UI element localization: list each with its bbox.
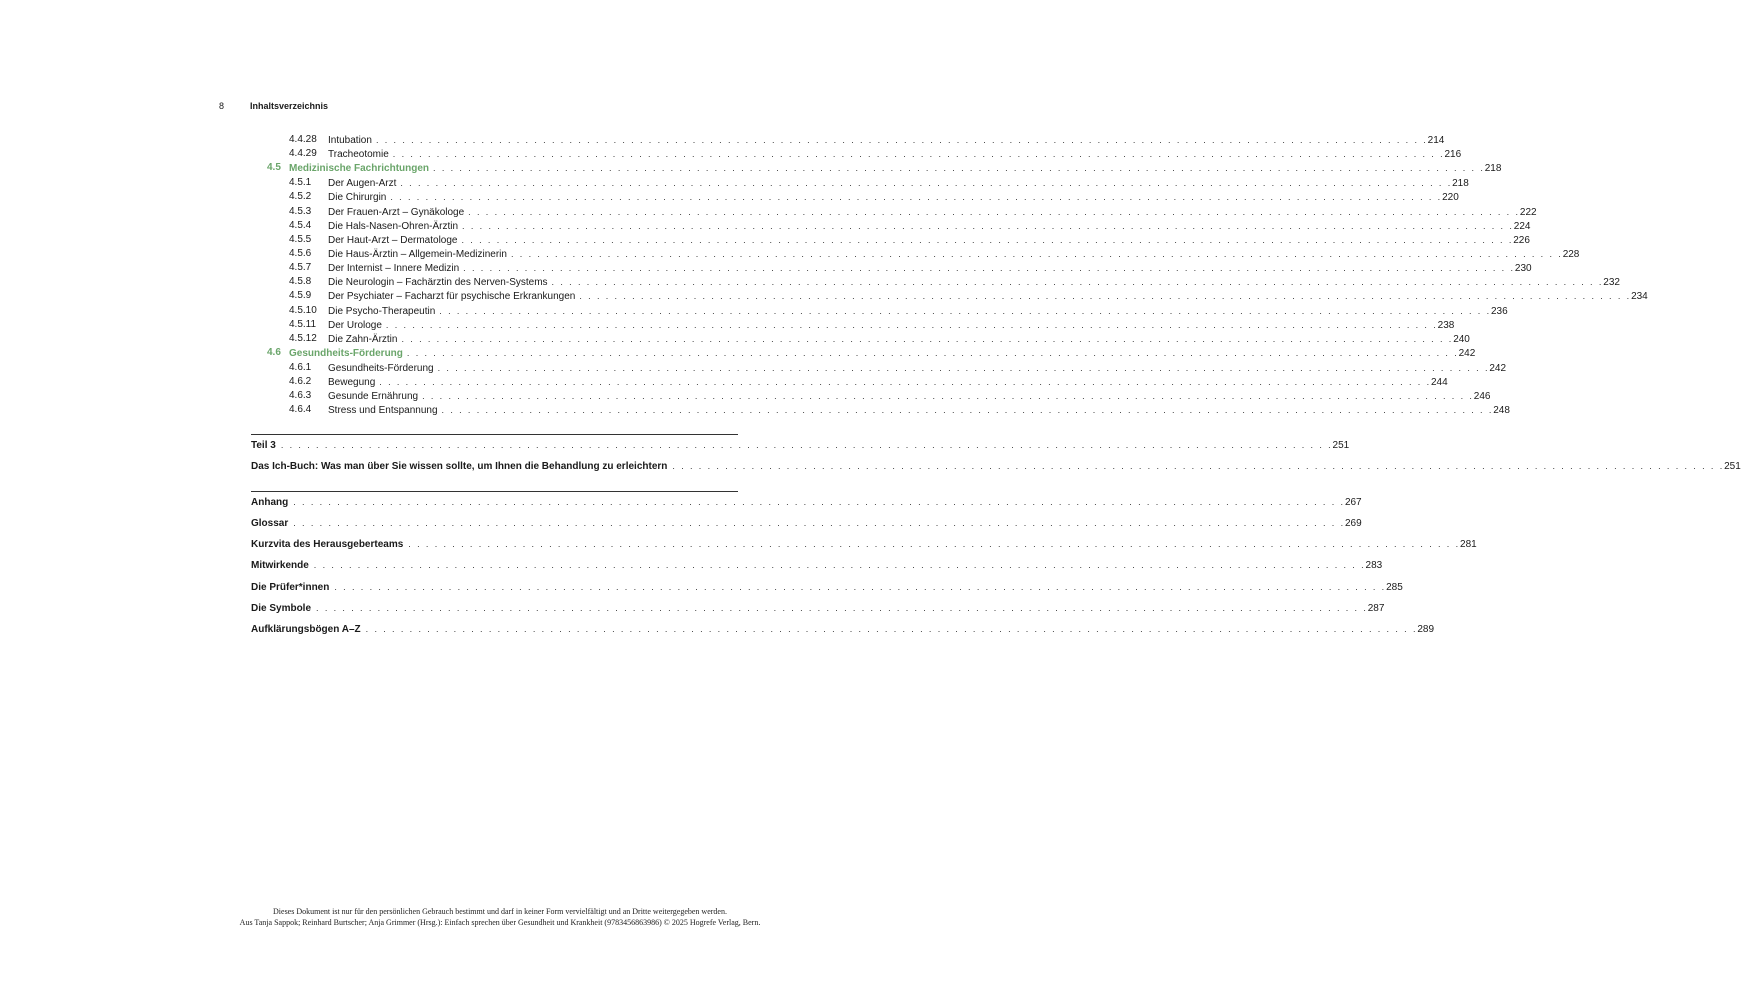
dot-leader: . . . . . . . . . . . . . . . . . . . . . . . . . . . . . . . . . . . . . . . . . . . . . . . . . . . . . . . . . . . . . . . . . . . . . . . . . . . . . . . . . . . . . . . . . . . . . . . . . . . . . . . . . . . . . . . . . . . . . . . . bbox=[463, 263, 1515, 274]
toc-entry[interactable] bbox=[251, 190, 1459, 204]
toc-entry-number: 4.5.1 bbox=[289, 177, 312, 189]
toc-entry-number: 4.4.28 bbox=[289, 134, 317, 145]
toc-entry-number: 4.6.2 bbox=[289, 376, 312, 388]
toc-major-entry[interactable] bbox=[251, 577, 1403, 598]
toc-entry[interactable] bbox=[251, 133, 1445, 147]
toc-entry-page: 234 bbox=[1631, 291, 1648, 303]
toc-entry-title: Tracheotomie bbox=[328, 149, 389, 161]
toc-entry-page: 226 bbox=[1513, 234, 1530, 246]
toc-entry-number: 4.5.4 bbox=[289, 219, 312, 231]
toc-entry-page: 220 bbox=[1442, 192, 1459, 204]
toc-entry-number: 4.5.12 bbox=[289, 332, 317, 344]
toc-entry-page: 246 bbox=[1473, 391, 1491, 403]
toc-entry-line bbox=[328, 289, 1648, 304]
toc-entry-page: 269 bbox=[1344, 518, 1362, 530]
dot-leader: . . . . . . . . . . . . . . . . . . . . . . . . . . . . . . . . . . . . . . . . . . . . . . . . . . . . . . . . . . . . . . . . . . . . . . . . . . . . . . . . . . . . . . . . . . . . . . . . . . . . . . . . . . . . . . . . . . . . . . . . bbox=[462, 220, 1514, 231]
toc-entry[interactable] bbox=[251, 233, 1530, 247]
toc-entry-title: Teil 3 bbox=[251, 439, 276, 451]
toc-entry-title: Die Chirurgin bbox=[328, 192, 387, 204]
toc-entry-page: 224 bbox=[1513, 220, 1531, 232]
dot-leader: . . . . . . . . . . . . . . . . . . . . . . . . . . . . . . . . . . . . . . . . . . . . . . . . . . . . . . . . . . . . . . . . . . . . . . . . . . . . . . . . . . . . . . . . . . . . . . . . . . . . . . . . . . . . . . . . . . . . . . . . bbox=[385, 319, 1438, 330]
dot-leader: . . . . . . . . . . . . . . . . . . . . . . . . . . . . . . . . . . . . . . . . . . . . . . . . . . . . . . . . . . . . . . . . . . . . . . . . . . . . . . . . . . . . . . . . . . . . . . . . . . . . . . . . . . . . . . . . . . . . . . . . bbox=[408, 539, 1461, 550]
toc-entry-page: 218 bbox=[1484, 163, 1502, 175]
toc-entry-line bbox=[328, 176, 1469, 191]
toc-section-entry[interactable] bbox=[251, 346, 1476, 361]
toc-entry-line bbox=[328, 361, 1507, 376]
toc-entry-line bbox=[328, 133, 1445, 148]
toc-entry-title: Die Haus-Ärztin – Allgemein-Medizinerin bbox=[328, 248, 507, 260]
toc-entry-number: 4.5.9 bbox=[289, 290, 312, 302]
dot-leader: . . . . . . . . . . . . . . . . . . . . . . . . . . . . . . . . . . . . . . . . . . . . . . . . . . . . . . . . . . . . . . . . . . . . . . . . . . . . . . . . . . . . . . . . . . . . . . . . . . . . . . . . . . . . . . . . . . . . . . . . bbox=[406, 347, 1459, 358]
footer-line-1: Dieses Dokument ist nur für den persönlichen Gebrauch bestimmt und darf in keiner Form vervielfältigt und an Dritte weitergegeben werden. bbox=[273, 907, 727, 916]
toc-entry-title: Kurzvita des Herausgeberteams bbox=[251, 539, 404, 551]
toc-entry-line bbox=[328, 304, 1508, 319]
toc-entry[interactable] bbox=[251, 147, 1462, 161]
toc-entry-number: 4.5.11 bbox=[289, 318, 317, 330]
copyright-footer bbox=[0, 906, 1000, 928]
toc-entry-line bbox=[328, 205, 1537, 220]
toc-entry-page: 251 bbox=[1332, 439, 1350, 451]
toc-entry[interactable] bbox=[251, 247, 1580, 261]
toc-entry-page: 222 bbox=[1519, 206, 1537, 218]
toc-entry-line bbox=[251, 558, 1383, 573]
toc-entry-page: 242 bbox=[1458, 347, 1476, 359]
toc-entry-page: 289 bbox=[1417, 624, 1435, 636]
toc-entry-number: 4.6 bbox=[267, 346, 281, 358]
dot-leader: . . . . . . . . . . . . . . . . . . . . . . . . . . . . . . . . . . . . . . . . . . . . . . . . . . . . . . . . . . . . . . . . . . . . . . . . . . . . . . . . . . . . . . . . . . . . . . . . . . . . . . . . . . . . . . . . . . . . . . . . bbox=[510, 248, 1563, 259]
toc-entry-line bbox=[251, 495, 1362, 510]
toc-entry-page: 218 bbox=[1452, 178, 1469, 190]
dot-leader: . . . . . . . . . . . . . . . . . . . . . . . . . . . . . . . . . . . . . . . . . . . . . . . . . . . . . . . . . . . . . . . . . . . . . . . . . . . . . . . . . . . . . . . . . . . . . . . . . . . . . . . . . . . . . . . . . . . . . . . . bbox=[437, 362, 1490, 373]
toc-entry[interactable] bbox=[251, 275, 1620, 289]
dot-leader: . . . . . . . . . . . . . . . . . . . . . . . . . . . . . . . . . . . . . . . . . . . . . . . . . . . . . . . . . . . . . . . . . . . . . . . . . . . . . . . . . . . . . . . . . . . . . . . . . . . . . . . . . . . . . . . . . . . . . . . . bbox=[313, 560, 1366, 571]
toc-entry-number: 4.5.8 bbox=[289, 276, 312, 288]
toc-entry-page: 216 bbox=[1444, 149, 1462, 161]
toc-entry-page: 285 bbox=[1386, 581, 1403, 593]
toc-entry[interactable] bbox=[251, 219, 1531, 233]
toc-entry[interactable] bbox=[251, 403, 1510, 417]
toc-entry-page: 238 bbox=[1437, 319, 1455, 331]
toc-entry-number: 4.4.29 bbox=[289, 148, 317, 160]
dot-leader: . . . . . . . . . . . . . . . . . . . . . . . . . . . . . . . . . . . . . . . . . . . . . . . . . . . . . . . . . . . . . . . . . . . . . . . . . . . . . . . . . . . . . . . . . . . . . . . . . . . . . . . . . . . . . . . . . . . . . . . . bbox=[422, 391, 1474, 402]
toc-major-entry[interactable] bbox=[251, 598, 1385, 619]
toc-entry-number: 4.5.7 bbox=[289, 262, 312, 274]
toc-entry-title: Der Internist – Innere Medizin bbox=[328, 263, 460, 275]
dot-leader: . . . . . . . . . . . . . . . . . . . . . . . . . . . . . . . . . . . . . . . . . . . . . . . . . . . . . . . . . . . . . . . . . . . . . . . . . . . . . . . . . . . . . . . . . . . . . . . . . . . . . . . . . . . . . . . . . . . . . . . . bbox=[316, 602, 1368, 613]
dot-leader: . . . . . . . . . . . . . . . . . . . . . . . . . . . . . . . . . . . . . . . . . . . . . . . . . . . . . . . . . . . . . . . . . . . . . . . . . . . . . . . . . . . . . . . . . . . . . . . . . . . . . . . . . . . . . . . . . . . . . . . . bbox=[439, 305, 1491, 316]
toc-entry-page: 236 bbox=[1491, 305, 1508, 317]
toc-entry[interactable] bbox=[251, 176, 1469, 190]
toc-entry[interactable] bbox=[251, 289, 1648, 303]
toc-major-entry[interactable] bbox=[251, 555, 1383, 576]
dot-leader: . . . . . . . . . . . . . . . . . . . . . . . . . . . . . . . . . . . . . . . . . . . . . . . . . . . . . . . . . . . . . . . . . . . . . . . . . . . . . . . . . . . . . . . . . . . . . . . . . . . . . . . . . . . . . . . . . . . . . . . . bbox=[334, 581, 1387, 592]
dot-leader: . . . . . . . . . . . . . . . . . . . . . . . . . . . . . . . . . . . . . . . . . . . . . . . . . . . . . . . . . . . . . . . . . . . . . . . . . . . . . . . . . . . . . . . . . . . . . . . . . . . . . . . . . . . . . . . . . . . . . . . . bbox=[293, 496, 1345, 507]
toc-entry-title: Gesundheits-Förderung bbox=[328, 362, 434, 374]
dot-leader: . . . . . . . . . . . . . . . . . . . . . . . . . . . . . . . . . . . . . . . . . . . . . . . . . . . . . . . . . . . . . . . . . . . . . . . . . . . . . . . . . . . . . . . . . . . . . . . . . . . . . . . . . . . . . . . . . . . . . . . . bbox=[441, 405, 1494, 416]
toc-entry-title: Die Psycho-Therapeutin bbox=[328, 305, 436, 317]
toc-major-entry[interactable] bbox=[251, 435, 1350, 456]
toc-entry[interactable] bbox=[251, 261, 1532, 275]
dot-leader: . . . . . . . . . . . . . . . . . . . . . . . . . . . . . . . . . . . . . . . . . . . . . . . . . . . . . . . . . . . . . . . . . . . . . . . . . . . . . . . . . . . . . . . . . . . . . . . . . . . . . . . . . . . . . . . . . . . . . . . . bbox=[375, 135, 1428, 145]
toc-entry-line bbox=[289, 161, 1502, 176]
toc-entry-line bbox=[328, 318, 1455, 333]
toc-entry-title: Aufklärungsbögen A–Z bbox=[251, 624, 361, 636]
toc-section-appendix bbox=[251, 492, 1477, 640]
toc-entry-title: Gesunde Ernährung bbox=[328, 391, 419, 403]
toc-entry[interactable] bbox=[251, 361, 1507, 375]
toc-entry-page: 240 bbox=[1453, 333, 1470, 345]
toc-entry[interactable] bbox=[251, 304, 1508, 318]
dot-leader: . . . . . . . . . . . . . . . . . . . . . . . . . . . . . . . . . . . . . . . . . . . . . . . . . . . . . . . . . . . . . . . . . . . . . . . . . . . . . . . . . . . . . . . . . . . . . . . . . . . . . . . . . . . . . . . . . . . . . . . . bbox=[579, 291, 1632, 302]
dot-leader: . . . . . . . . . . . . . . . . . . . . . . . . . . . . . . . . . . . . . . . . . . . . . . . . . . . . . . . . . . . . . . . . . . . . . . . . . . . . . . . . . . . . . . . . . . . . . . . . . . . . . . . . . . . . . . . . . . . . . . . . bbox=[672, 460, 1725, 471]
toc-entry-number: 4.5.10 bbox=[289, 304, 317, 316]
toc-entry-line bbox=[289, 346, 1476, 361]
running-title: Inhaltsverzeichnis bbox=[250, 101, 329, 111]
toc-entry-title: Intubation bbox=[328, 135, 372, 146]
toc-major-entry[interactable] bbox=[251, 492, 1362, 513]
toc-entry-line bbox=[328, 147, 1462, 162]
toc-entry-page: 248 bbox=[1493, 405, 1510, 417]
toc-major-entry[interactable] bbox=[251, 619, 1435, 640]
toc-entry-line bbox=[328, 389, 1491, 404]
toc-entry[interactable] bbox=[251, 318, 1455, 332]
toc-entry-title: Bewegung bbox=[328, 377, 376, 389]
toc-entry-number: 4.5 bbox=[267, 162, 281, 174]
toc-entry-page: 283 bbox=[1365, 560, 1383, 572]
toc-entry-number: 4.6.3 bbox=[289, 390, 312, 402]
toc-entry-page: 232 bbox=[1603, 277, 1620, 289]
toc-entry-line bbox=[328, 275, 1620, 290]
toc-entry-page: 242 bbox=[1489, 362, 1507, 374]
toc-entry-number: 4.5.5 bbox=[289, 233, 312, 245]
dot-leader: . . . . . . . . . . . . . . . . . . . . . . . . . . . . . . . . . . . . . . . . . . . . . . . . . . . . . . . . . . . . . . . . . . . . . . . . . . . . . . . . . . . . . . . . . . . . . . . . . . . . . . . . . . . . . . . . . . . . . . . . bbox=[433, 163, 1485, 174]
toc-entry-line bbox=[251, 438, 1350, 453]
footer-line-2: Aus Tanja Sappok; Reinhard Burtscher; Anja Grimmer (Hrsg.): Einfach sprechen über Gesundheit und Krankheit (9783456863986) © 2025 Hogrefe Verlag, Bern. bbox=[239, 918, 761, 927]
toc-entry-title: Anhang bbox=[251, 496, 289, 508]
toc-major-entry[interactable] bbox=[251, 513, 1362, 534]
toc-entry-line bbox=[251, 622, 1435, 637]
toc-entry-title: Der Haut-Arzt – Dermatologe bbox=[328, 234, 458, 246]
toc-entry-title: Die Hals-Nasen-Ohren-Ärztin bbox=[328, 220, 459, 232]
toc-entry[interactable] bbox=[251, 375, 1448, 389]
toc-entry-line bbox=[328, 219, 1531, 234]
toc-entry-page: 228 bbox=[1562, 248, 1580, 260]
toc-entry-line bbox=[328, 375, 1448, 390]
toc-entry-title: Der Frauen-Arzt – Gynäkologe bbox=[328, 206, 465, 218]
toc-entry-line bbox=[251, 537, 1477, 552]
toc-entry-title: Der Augen-Arzt bbox=[328, 178, 397, 190]
toc-entry-page: 214 bbox=[1427, 135, 1445, 146]
dot-leader: . . . . . . . . . . . . . . . . . . . . . . . . . . . . . . . . . . . . . . . . . . . . . . . . . . . . . . . . . . . . . . . . . . . . . . . . . . . . . . . . . . . . . . . . . . . . . . . . . . . . . . . . . . . . . . . . . . . . . . . . bbox=[461, 234, 1514, 245]
toc-entry-line bbox=[328, 190, 1459, 205]
toc-entry-page: 251 bbox=[1724, 460, 1741, 472]
toc-entry-number: 4.6.4 bbox=[289, 404, 312, 416]
toc-entry-page: 230 bbox=[1514, 263, 1532, 275]
toc-entry-line bbox=[328, 261, 1532, 276]
toc-entry-title: Glossar bbox=[251, 518, 289, 530]
toc-entry-number: 4.5.2 bbox=[289, 191, 312, 203]
dot-leader: . . . . . . . . . . . . . . . . . . . . . . . . . . . . . . . . . . . . . . . . . . . . . . . . . . . . . . . . . . . . . . . . . . . . . . . . . . . . . . . . . . . . . . . . . . . . . . . . . . . . . . . . . . . . . . . . . . . . . . . . bbox=[551, 277, 1604, 288]
toc-entry-title: Stress und Entspannung bbox=[328, 405, 438, 417]
toc-entry-page: 244 bbox=[1430, 377, 1448, 389]
toc-section-entry[interactable] bbox=[251, 161, 1502, 176]
toc-entry-title: Der Urologe bbox=[328, 319, 382, 331]
toc-entry-title: Das Ich-Buch: Was man über Sie wissen sollte, um Ihnen die Behandlung zu erleichtern bbox=[251, 460, 668, 472]
page-number: 8 bbox=[219, 101, 225, 111]
toc-entry-page: 287 bbox=[1367, 602, 1385, 614]
dot-leader: . . . . . . . . . . . . . . . . . . . . . . . . . . . . . . . . . . . . . . . . . . . . . . . . . . . . . . . . . . . . . . . . . . . . . . . . . . . . . . . . . . . . . . . . . . . . . . . . . . . . . . . . . . . . . . . . . . . . . . . . bbox=[401, 333, 1454, 344]
dot-leader: . . . . . . . . . . . . . . . . . . . . . . . . . . . . . . . . . . . . . . . . . . . . . . . . . . . . . . . . . . . . . . . . . . . . . . . . . . . . . . . . . . . . . . . . . . . . . . . . . . . . . . . . . . . . . . . . . . . . . . . . bbox=[392, 149, 1445, 160]
dot-leader: . . . . . . . . . . . . . . . . . . . . . . . . . . . . . . . . . . . . . . . . . . . . . . . . . . . . . . . . . . . . . . . . . . . . . . . . . . . . . . . . . . . . . . . . . . . . . . . . . . . . . . . . . . . . . . . . . . . . . . . . bbox=[400, 178, 1453, 189]
dot-leader: . . . . . . . . . . . . . . . . . . . . . . . . . . . . . . . . . . . . . . . . . . . . . . . . . . . . . . . . . . . . . . . . . . . . . . . . . . . . . . . . . . . . . . . . . . . . . . . . . . . . . . . . . . . . . . . . . . . . . . . . bbox=[293, 518, 1345, 529]
toc-entry-title: Die Zahn-Ärztin bbox=[328, 333, 398, 345]
toc-major-entry[interactable] bbox=[251, 456, 1741, 477]
dot-leader: . . . . . . . . . . . . . . . . . . . . . . . . . . . . . . . . . . . . . . . . . . . . . . . . . . . . . . . . . . . . . . . . . . . . . . . . . . . . . . . . . . . . . . . . . . . . . . . . . . . . . . . . . . . . . . . . . . . . . . . . bbox=[280, 439, 1333, 450]
toc-entry-line bbox=[328, 403, 1510, 418]
dot-leader: . . . . . . . . . . . . . . . . . . . . . . . . . . . . . . . . . . . . . . . . . . . . . . . . . . . . . . . . . . . . . . . . . . . . . . . . . . . . . . . . . . . . . . . . . . . . . . . . . . . . . . . . . . . . . . . . . . . . . . . . bbox=[468, 206, 1520, 217]
toc-entry[interactable] bbox=[251, 332, 1470, 346]
toc-entry-number: 4.5.6 bbox=[289, 247, 312, 259]
toc-major-entry[interactable] bbox=[251, 534, 1477, 555]
dot-leader: . . . . . . . . . . . . . . . . . . . . . . . . . . . . . . . . . . . . . . . . . . . . . . . . . . . . . . . . . . . . . . . . . . . . . . . . . . . . . . . . . . . . . . . . . . . . . . . . . . . . . . . . . . . . . . . . . . . . . . . . bbox=[365, 624, 1418, 635]
toc-entry-line bbox=[251, 459, 1741, 474]
toc-entry-page: 267 bbox=[1344, 496, 1362, 508]
toc-entry-title: Die Prüfer*innen bbox=[251, 581, 330, 593]
toc-entry-number: 4.5.3 bbox=[289, 205, 312, 217]
toc-entry-number: 4.6.1 bbox=[289, 361, 312, 373]
toc-entry-title: Der Psychiater – Facharzt für psychische Erkrankungen bbox=[328, 291, 576, 303]
toc-entry-title: Mitwirkende bbox=[251, 560, 309, 572]
table-of-contents bbox=[251, 133, 1741, 640]
toc-entry-title: Gesundheits-Förderung bbox=[289, 347, 403, 359]
toc-entry-title: Medizinische Fachrichtungen bbox=[289, 163, 430, 175]
dot-leader: . . . . . . . . . . . . . . . . . . . . . . . . . . . . . . . . . . . . . . . . . . . . . . . . . . . . . . . . . . . . . . . . . . . . . . . . . . . . . . . . . . . . . . . . . . . . . . . . . . . . . . . . . . . . . . . . . . . . . . . . bbox=[379, 377, 1431, 388]
toc-entry[interactable] bbox=[251, 205, 1537, 219]
toc-entry-line bbox=[251, 580, 1403, 595]
toc-entry-line bbox=[251, 516, 1362, 531]
dot-leader: . . . . . . . . . . . . . . . . . . . . . . . . . . . . . . . . . . . . . . . . . . . . . . . . . . . . . . . . . . . . . . . . . . . . . . . . . . . . . . . . . . . . . . . . . . . . . . . . . . . . . . . . . . . . . . . . . . . . . . . . bbox=[390, 192, 1443, 203]
toc-entry-title: Die Symbole bbox=[251, 602, 312, 614]
toc-section-chapter-4 bbox=[251, 133, 1648, 418]
toc-section-part-3 bbox=[251, 435, 1741, 477]
toc-entry-page: 281 bbox=[1460, 539, 1477, 551]
toc-entry-line bbox=[328, 332, 1470, 347]
toc-entry-title: Die Neurologin – Fachärztin des Nerven-Systems bbox=[328, 277, 548, 289]
toc-entry-line bbox=[328, 233, 1530, 248]
toc-entry-line bbox=[251, 601, 1385, 616]
toc-entry-line bbox=[328, 247, 1580, 262]
toc-entry[interactable] bbox=[251, 389, 1491, 403]
